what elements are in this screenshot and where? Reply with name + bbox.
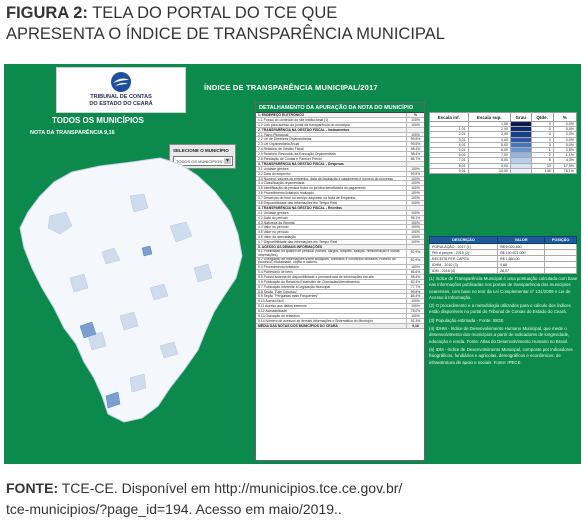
scale-row bbox=[430, 168, 577, 173]
scale-inf: 6,01 bbox=[430, 153, 469, 158]
stats-desc: RECEITA PER CAPITA bbox=[430, 256, 498, 262]
detail-row-label: 3.1 Unidade gestora bbox=[258, 166, 289, 171]
scale-sup: 1,00 bbox=[468, 122, 510, 127]
detail-row-label: 3.5 Identificação da pessoa física ou jurídica beneficiária do pagamento bbox=[258, 186, 366, 191]
detail-row-label: 4.6 Valor da arrecadação bbox=[258, 235, 296, 240]
scale-qtde: 0 bbox=[531, 142, 553, 147]
detail-row-value: 100% bbox=[406, 211, 424, 215]
detail-row-label: 2.3 Lei Orçamentária Anual bbox=[258, 142, 300, 147]
tce-logo[interactable] bbox=[56, 67, 186, 113]
stats-pos bbox=[545, 268, 577, 274]
note-paragraph: (4) IDHM - Índice de Desenvolvimento Humano Municipal, que mede o desenvolvimento dos municípios a partir de indicadores de longevidade, educação e renda. Fonte: Atlas do Desenvolvimento Humano no Brasil. bbox=[429, 326, 570, 344]
detail-row-label: 5.11 Acesso aos dados externos bbox=[258, 304, 307, 309]
stats-val: R$ 9.020.460 bbox=[497, 244, 544, 250]
scale-pct: 0,0% bbox=[553, 122, 576, 127]
selector-label: SELECIONE O MUNICÍPIO bbox=[173, 148, 229, 153]
detail-row-label: 5.5 Possui sistema de disponibilidade e permanência de informações em site bbox=[258, 274, 374, 279]
detail-row-value: 100% bbox=[406, 181, 424, 185]
detail-row-value: 100% bbox=[406, 186, 424, 190]
detail-row-label: 4.1 Unidade gestora bbox=[258, 210, 289, 215]
detail-row-label: 5.6 Publicação do Relatório Estatístico de Chamadas/Atendimentos bbox=[258, 279, 360, 284]
detail-row-label: 4.3 Natureza da Receita bbox=[258, 220, 295, 225]
detail-row-value: 91,4% bbox=[406, 319, 424, 323]
detail-row-label: 5.8 Seção "Fale Conosco" bbox=[258, 289, 298, 294]
scale-inf: 1,01 bbox=[430, 127, 469, 132]
detail-row-label: 5.10 Acesso fácil bbox=[258, 299, 284, 304]
detail-footer-value: 9,16 bbox=[406, 324, 424, 329]
detail-row-label: 1. ENDEREÇO ELETRÔNICO bbox=[258, 113, 305, 117]
scale-header-pct: % bbox=[553, 113, 576, 122]
scale-sup: 2,00 bbox=[468, 127, 510, 132]
stats-val: 0,68 bbox=[497, 262, 544, 268]
detail-row-label: 5.1 Publicação do quadro de pessoal (nomes, cargos, funções, lotação, remuneração e outras informações) bbox=[258, 249, 400, 257]
detail-row-value: 85,7% bbox=[406, 157, 424, 161]
figure-title-part1: TELA DO PORTAL DO TCE QUE bbox=[87, 4, 338, 22]
scale-inf: 5,01 bbox=[430, 147, 469, 152]
detail-row-value: 98,4% bbox=[406, 275, 424, 279]
stats-val: 28,07 bbox=[497, 268, 544, 274]
detail-row-label: 5.7 Publicação referente à Legislação Municipal bbox=[258, 284, 331, 289]
detail-row-label: 5.3 Procedimento licitatório bbox=[258, 265, 299, 270]
scale-sup: 5,00 bbox=[468, 142, 510, 147]
detail-row-value: 99,5% bbox=[406, 172, 424, 176]
detail-row-value: 98,4% bbox=[406, 147, 424, 151]
detail-row-value bbox=[406, 128, 424, 132]
detail-row-value: 95,1% bbox=[406, 216, 424, 220]
detail-row-value: 100% bbox=[406, 221, 424, 225]
detail-row-value bbox=[406, 206, 424, 210]
detail-row-value: 98,4% bbox=[406, 152, 424, 156]
detail-row-label: 4.2 Data do período bbox=[258, 215, 288, 220]
note-paragraph: (1) Índice de Transparência Municipal é uma pontuação calculada com base nas informações publicadas nos portais de transparência dos municípios cearenses, com base no teor da Lei Complementar nº 131/2009 e Lei de Acesso à Informação. bbox=[429, 276, 578, 300]
detail-footer-label: MÉDIA DAS NOTAS DOS MUNICÍPIOS DO CEARÁ bbox=[258, 323, 338, 328]
detail-row-label: 4.4 Valor do período bbox=[258, 225, 289, 230]
scale-pct: 0,0% bbox=[553, 142, 576, 147]
detail-row-label: 2.5 Relatório Resumido da Execução Orçamentária bbox=[258, 152, 336, 157]
scale-inf: 7,01 bbox=[430, 158, 469, 163]
figure-source bbox=[6, 478, 581, 520]
scale-pct: 17,9% bbox=[553, 163, 576, 168]
detail-row-value: % bbox=[406, 113, 424, 117]
detail-row-label: 4.5 Valor no período bbox=[258, 230, 289, 235]
scale-qtde: 0 bbox=[531, 127, 553, 132]
detail-row-label: 4. TRANSPARÊNCIA NA GESTÃO FISCAL - Receitas bbox=[258, 205, 342, 210]
scale-sup: 8,00 bbox=[468, 158, 510, 163]
figure-source-line1 bbox=[6, 478, 581, 499]
detail-row-value: 100% bbox=[406, 230, 424, 234]
note-paragraph: (3) População estimada - Fonte: IBGE bbox=[429, 317, 504, 323]
scale-qtde: 140 bbox=[531, 168, 553, 173]
detail-row-value: 99,5% bbox=[406, 290, 424, 294]
note-paragraph: (2) O procedimento e a metodologia utilizados para o cálculo dos índices estão disponíveis no portal do Tribunal de Contas do Estado do Ceará. bbox=[429, 303, 571, 315]
detail-row-value: 100% bbox=[406, 123, 424, 127]
selected-municipality: TODOS OS MUNICÍPIOS bbox=[176, 159, 222, 164]
detail-row-label: 3.8 Disponibilidade das informações em Tempo Real bbox=[258, 201, 338, 205]
detail-row bbox=[256, 250, 424, 258]
detail-row-value: 100% bbox=[406, 177, 424, 181]
figure-label: FIGURA 2: bbox=[6, 4, 88, 22]
detail-row-value: 100% bbox=[406, 314, 424, 318]
detail-row-value: 77,7% bbox=[406, 285, 424, 289]
detail-row-value: 99,5% bbox=[406, 137, 424, 141]
scale-header-row bbox=[430, 113, 577, 122]
detail-row-label: 3.2 Data do empenho bbox=[258, 171, 291, 176]
detail-row-value bbox=[406, 245, 424, 249]
scale-pct: 0,0% bbox=[553, 132, 576, 137]
detail-panel-title: DETALHAMENTO DA APURAÇÃO DA NOTA DO MUNICÍPIO bbox=[256, 103, 424, 113]
ceara-map[interactable] bbox=[10, 156, 246, 426]
detail-row-value: 100% bbox=[406, 299, 424, 303]
figure-source-line2: tce-municipios/?page_id=194. Acesso em maio/2019.. bbox=[6, 501, 342, 517]
scale-pct: 4,3% bbox=[553, 158, 576, 163]
detail-row-value: 100% bbox=[406, 304, 424, 308]
stats-val: R$ 1.860,00 bbox=[497, 256, 544, 262]
nota-label: NOTA DA TRANSPARÊNCIA bbox=[30, 130, 104, 136]
scale-pct: 0,0% bbox=[553, 137, 576, 142]
scale-qtde: 0 bbox=[531, 137, 553, 142]
page-title: ÍNDICE DE TRANSPARÊNCIA MUNICIPAL/2017 bbox=[204, 83, 378, 92]
detail-row-value: 99,5% bbox=[406, 142, 424, 146]
stats-header-val: VALOR bbox=[497, 237, 544, 244]
stats-table bbox=[429, 236, 577, 274]
detail-row-value: 100% bbox=[406, 201, 424, 205]
nota-value: 9,16 bbox=[104, 130, 115, 136]
municipality-region bbox=[142, 246, 152, 256]
scale-sup: 7,00 bbox=[468, 153, 510, 158]
scale-sup: 3,00 bbox=[468, 132, 510, 137]
detail-row-label: 4.7 Disponibilidade das informações em Tempo Real bbox=[258, 240, 338, 245]
scale-qtde: 2 bbox=[531, 153, 553, 158]
stats-desc: IDM - 2016 (4) bbox=[430, 268, 498, 274]
stats-header-row bbox=[430, 237, 577, 244]
scale-pct: 1,1% bbox=[553, 153, 576, 158]
detail-panel bbox=[255, 102, 425, 461]
scale-table bbox=[429, 112, 577, 174]
note-paragraph: (5) IDM - Índice de Desenvolvimento Municipal, composto por indicadores fisiográficos, fundiários e agrícolas, demográficos e econômicos, de infraestrutura de apoio e sociais. Fonte: IPECE. bbox=[429, 346, 573, 365]
stats-header-desc: DESCRIÇÃO bbox=[430, 237, 498, 244]
scale-qtde: 0 bbox=[531, 132, 553, 137]
scale-sup: 4,00 bbox=[468, 137, 510, 142]
detail-row-value: 86,6% bbox=[406, 270, 424, 274]
detail-row bbox=[256, 258, 424, 266]
scale-sup: 6,00 bbox=[468, 147, 510, 152]
stats-desc: POPULAÇÃO - 2017 (1) bbox=[430, 244, 498, 250]
detail-row-label: 2.6 Prestação de Contas e Parecer Prévio bbox=[258, 157, 322, 161]
detail-row-label: 2.4 Relatório de Gestão Fiscal bbox=[258, 147, 304, 152]
scale-pct: 76,1% bbox=[553, 168, 576, 173]
notes-panel bbox=[429, 276, 579, 368]
detail-row-label: 1.2 Link para acesso ao portal da transparência do município bbox=[258, 122, 350, 127]
scale-inf: 4,01 bbox=[430, 142, 469, 147]
source-text-part1: TCE-CE. Disponível em http://municipios.tce.ce.gov.br/ bbox=[58, 480, 403, 496]
scale-qtde: 8 bbox=[531, 158, 553, 163]
detail-row-label: 2. TRANSPARÊNCIA NA GESTÃO FISCAL - Instrumentos bbox=[258, 127, 350, 132]
scale-qtde: 0 bbox=[531, 122, 553, 127]
detail-row-label: 3.6 Procedimento licitatório realizado bbox=[258, 191, 314, 196]
tce-logo-line1: TRIBUNAL DE CONTAS bbox=[90, 94, 152, 100]
scale-sup: 10,00 bbox=[468, 168, 510, 173]
detail-row-value: 100% bbox=[406, 240, 424, 244]
portal-screenshot bbox=[4, 64, 581, 464]
stats-val: R$ 130.621.000 bbox=[497, 250, 544, 256]
scale-inf: 8,01 bbox=[430, 163, 469, 168]
detail-row-value bbox=[406, 162, 424, 166]
detail-row-label: 5.12 Acessibilidade bbox=[258, 309, 288, 314]
detail-row-label: 1.1 Possui do conteúdo do site institucional (1) bbox=[258, 117, 329, 122]
detail-row-value: 92,9% bbox=[406, 258, 424, 265]
scale-qtde: 33 bbox=[531, 163, 553, 168]
scale-inf: 9,01 bbox=[430, 168, 469, 173]
detail-row-label: 3.3 Número, valores do empenho, data da liquidação e pagamento e número do processo bbox=[258, 176, 394, 181]
chevron-down-icon[interactable]: ▼ bbox=[225, 158, 230, 164]
detail-row-label: 5.2 Divulgação de informações sobre licitações, contratos e convênios firmados, número do processo, modalidade, objeto e valores bbox=[258, 257, 396, 265]
detail-row-label: 5.9 Seção "Perguntas mais Frequentes" bbox=[258, 294, 319, 299]
detail-row-value: 100% bbox=[406, 167, 424, 171]
detail-row-label: 2.2 Lei de Diretrizes Orçamentárias bbox=[258, 137, 312, 142]
detail-row-label: 5.13 Gravação de relatórios bbox=[258, 314, 300, 318]
stats-desc: PIB a preços - 2015 (2) bbox=[430, 250, 498, 256]
tce-logo-text bbox=[57, 94, 185, 108]
detail-row-value: 92,9% bbox=[406, 250, 424, 257]
scale-color-swatch bbox=[510, 168, 531, 173]
detail-footer-row bbox=[256, 324, 424, 330]
stats-header-pos: POSIÇÃO bbox=[545, 237, 577, 244]
map-title: TODOS OS MUNICÍPIOS bbox=[52, 116, 144, 125]
detail-row-value: 65,4% bbox=[406, 294, 424, 298]
detail-row-label: 5. ACESSO ÀS DEMAIS INFORMAÇÕES bbox=[258, 245, 323, 249]
scale-sup: 9,00 bbox=[468, 163, 510, 168]
tce-logo-line2: DO ESTADO DO CEARÁ bbox=[89, 101, 153, 107]
figure-caption-line2: APRESENTA O ÍNDICE DE TRANSPARÊNCIA MUNICIPAL bbox=[6, 25, 445, 43]
detail-row-label: 5.4 Patrimônio de bens bbox=[258, 270, 293, 274]
detail-row-value: 100% bbox=[406, 118, 424, 122]
detail-row-value: 82,4% bbox=[406, 280, 424, 284]
scale-pct: 0,0% bbox=[553, 127, 576, 132]
detail-row-label: 2.1 Plano Plurianual bbox=[258, 132, 289, 137]
scale-header-qtde: Qtde. bbox=[531, 113, 553, 122]
detail-row-value: 100% bbox=[406, 191, 424, 195]
detail-row-value: 100% bbox=[406, 225, 424, 229]
detail-row-value: 100% bbox=[406, 133, 424, 137]
detail-row-value: 100% bbox=[406, 196, 424, 200]
detail-row-label: 3.4 Classificação orçamentária bbox=[258, 181, 305, 186]
detail-row-label: 3. TRANSPARÊNCIA NA GESTÃO FISCAL - Despesas bbox=[258, 161, 344, 166]
scale-header-grau: Grau bbox=[510, 113, 531, 122]
source-label: FONTE: bbox=[6, 480, 59, 496]
detail-rows bbox=[256, 113, 424, 324]
detail-row-value: 100% bbox=[406, 265, 424, 269]
stats-desc: IDHM - 2010 (3) bbox=[430, 262, 498, 268]
scale-pct: 0,5% bbox=[553, 147, 576, 152]
scale-header-sup: Escala sup. bbox=[468, 113, 510, 122]
scale-qtde: 1 bbox=[531, 147, 553, 152]
detail-row-label: 3.7 Descrição do bem ou serviço adquirido na Nota de Empenho bbox=[258, 196, 356, 201]
figure-caption-line1 bbox=[6, 3, 581, 24]
scale-header-inf: Escala inf. bbox=[430, 113, 469, 122]
tce-emblem-icon bbox=[110, 71, 132, 93]
stats-row bbox=[430, 268, 577, 274]
scale-inf: 3,01 bbox=[430, 137, 469, 142]
figure-caption bbox=[6, 3, 581, 45]
scale-inf: 2,01 bbox=[430, 132, 469, 137]
detail-row-label: 5.14 Número de acessos as demais informações e Sistemática do Município bbox=[258, 318, 373, 323]
detail-row-value: 78,0% bbox=[406, 309, 424, 313]
detail-row-value: 100% bbox=[406, 235, 424, 239]
